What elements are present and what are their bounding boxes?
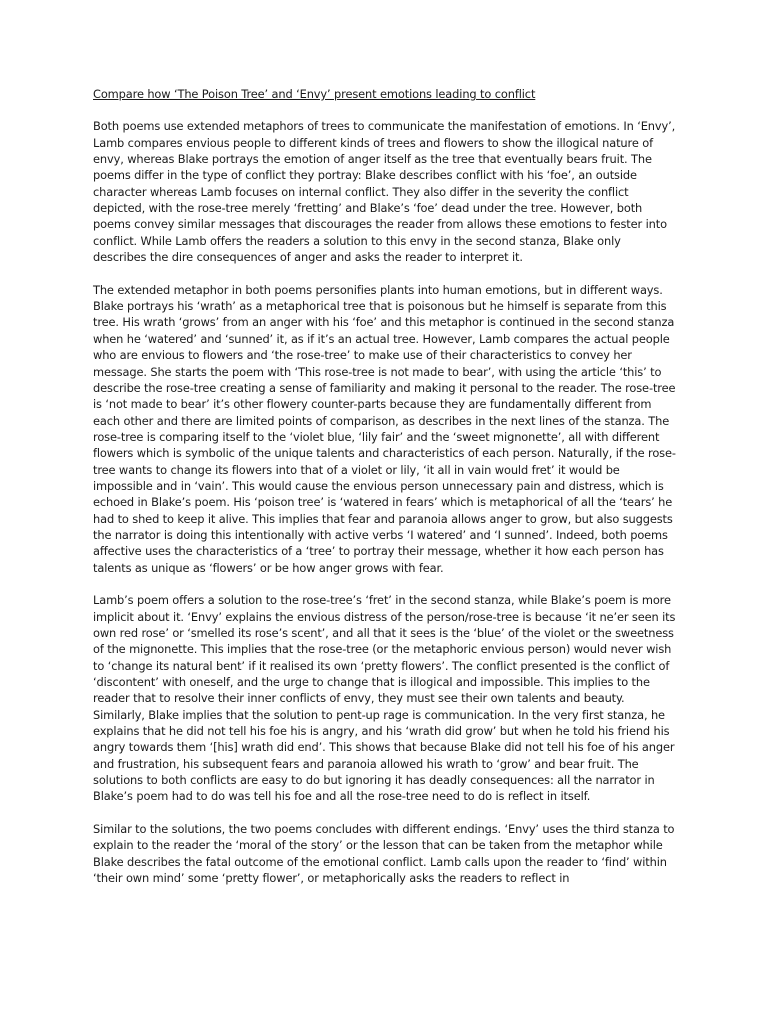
essay-title: Compare how ‘The Poison Tree’ and ‘Envy’ present emotions leading to conflict <box>93 87 536 101</box>
paragraph-3: Lamb’s poem offers a solution to the rose-tree’s ‘fret’ in the second stanza, while Blake’s poem is more implicit about it. ‘Envy’ explains the envious distress of the person/rose-tree is because ‘it ne’er seen its own red rose’ or ‘smelled its rose’s scent’, and all that it sees is the ‘blue’ of the violet or the sweetness of the mignonette. This implies that the rose-tree (or the metaphoric envious person) would never wish to ‘change its natural bent’ if it realised its own ‘pretty flowers’. The conflict presented is the conflict of ‘discontent’ with oneself, and the urge to change that is illogical and impossible. This implies to the reader that to resolve their inner conflicts of envy, they must see their own talents and beauty. Similarly, Blake implies that the solution to pent-up rage is communication. In the very first stanza, he explains that he did not tell his foe his is angry, and his ‘wrath did grow’ but when he told his friend his angry towards them ‘[his] wrath did end’. This shows that because Blake did not tell his foe of his anger and frustration, his subsequent fears and paranoia allowed his wrath to ‘grow’ and bear fruit. The solutions to both conflicts are easy to do but ignoring it has deadly consequences: all the narrator in Blake’s poem had to do was tell his foe and all the rose-tree need to do is reflect in itself. <box>93 593 676 804</box>
document-body <box>93 86 677 903</box>
paragraph-2: The extended metaphor in both poems personifies plants into human emotions, but in different ways. Blake portrays his ‘wrath’ as a metaphorical tree that is poisonous but he himself is separate from this tree. His wrath ‘grows’ from an anger with his ‘foe’ and this metaphor is continued in the second stanza when he ‘watered’ and ‘sunned’ it, as if it’s an actual tree. However, Lamb compares the actual people who are envious to flowers and ‘the rose-tree’ to make use of their characteristics to convey her message. She starts the poem with ‘This rose-tree is not made to bear’, with using the article ‘this’ to describe the rose-tree creating a sense of familiarity and making it personal to the reader. The rose-tree is ‘not made to bear’ it’s other flowery counter-parts because they are fundamentally different from each other and there are limited points of comparison, as describes in the next lines of the stanza. The rose-tree is comparing itself to the ‘violet blue, ‘lily fair’ and the ‘sweet mignonette’, all with different flowers which is symbolic of the unique talents and characteristics of each person. Naturally, if the rose-tree wants to change its flowers into that of a violet or lily, ‘it all in vain would fret’ it would be impossible and in ‘vain’. This would cause the envious person unnecessary pain and distress, which is echoed in Blake’s poem. His ‘poison tree’ is ‘watered in fears’ which is metaphorical of all the ‘tears’ he had to shed to keep it alive. This implies that fear and paranoia allows anger to grow, but also suggests the narrator is doing this intentionally with active verbs ‘I watered’ and ‘I sunned’. Indeed, both poems affective uses the characteristics of a ‘tree’ to portray their message, whether it how each person has talents as unique as ‘flowers’ or be how anger grows with fear. <box>93 282 676 575</box>
paragraph-1: Both poems use extended metaphors of trees to communicate the manifestation of emotions. In ‘Envy’, Lamb compares envious people to different kinds of trees and flowers to show the illogical nature of envy, whereas Blake portrays the emotion of anger itself as the tree that eventually bears fruit. The poems differ in the type of conflict they portray: Blake describes conflict with his ‘foe’, an outside character whereas Lamb focuses on internal conflict. They also differ in the severity the conflict depicted, with the rose-tree merely ‘fretting’ and Blake’s ‘foe’ dead under the tree. However, both poems convey similar messages that discourages the reader from allows these emotions to fester into conflict. While Lamb offers the readers a solution to this envy in the second stanza, Blake only describes the dire consequences of anger and asks the reader to interpret it. <box>93 119 676 265</box>
paragraph-4: Similar to the solutions, the two poems concludes with different endings. ‘Envy’ uses the third stanza to explain to the reader the ‘moral of the story’ or the lesson that can be taken from the metaphor while Blake describes the fatal outcome of the emotional conflict. Lamb calls upon the reader to ‘find’ within ‘their own mind’ some ‘pretty flower’, or metaphorically asks the readers to reflect in <box>93 822 675 886</box>
